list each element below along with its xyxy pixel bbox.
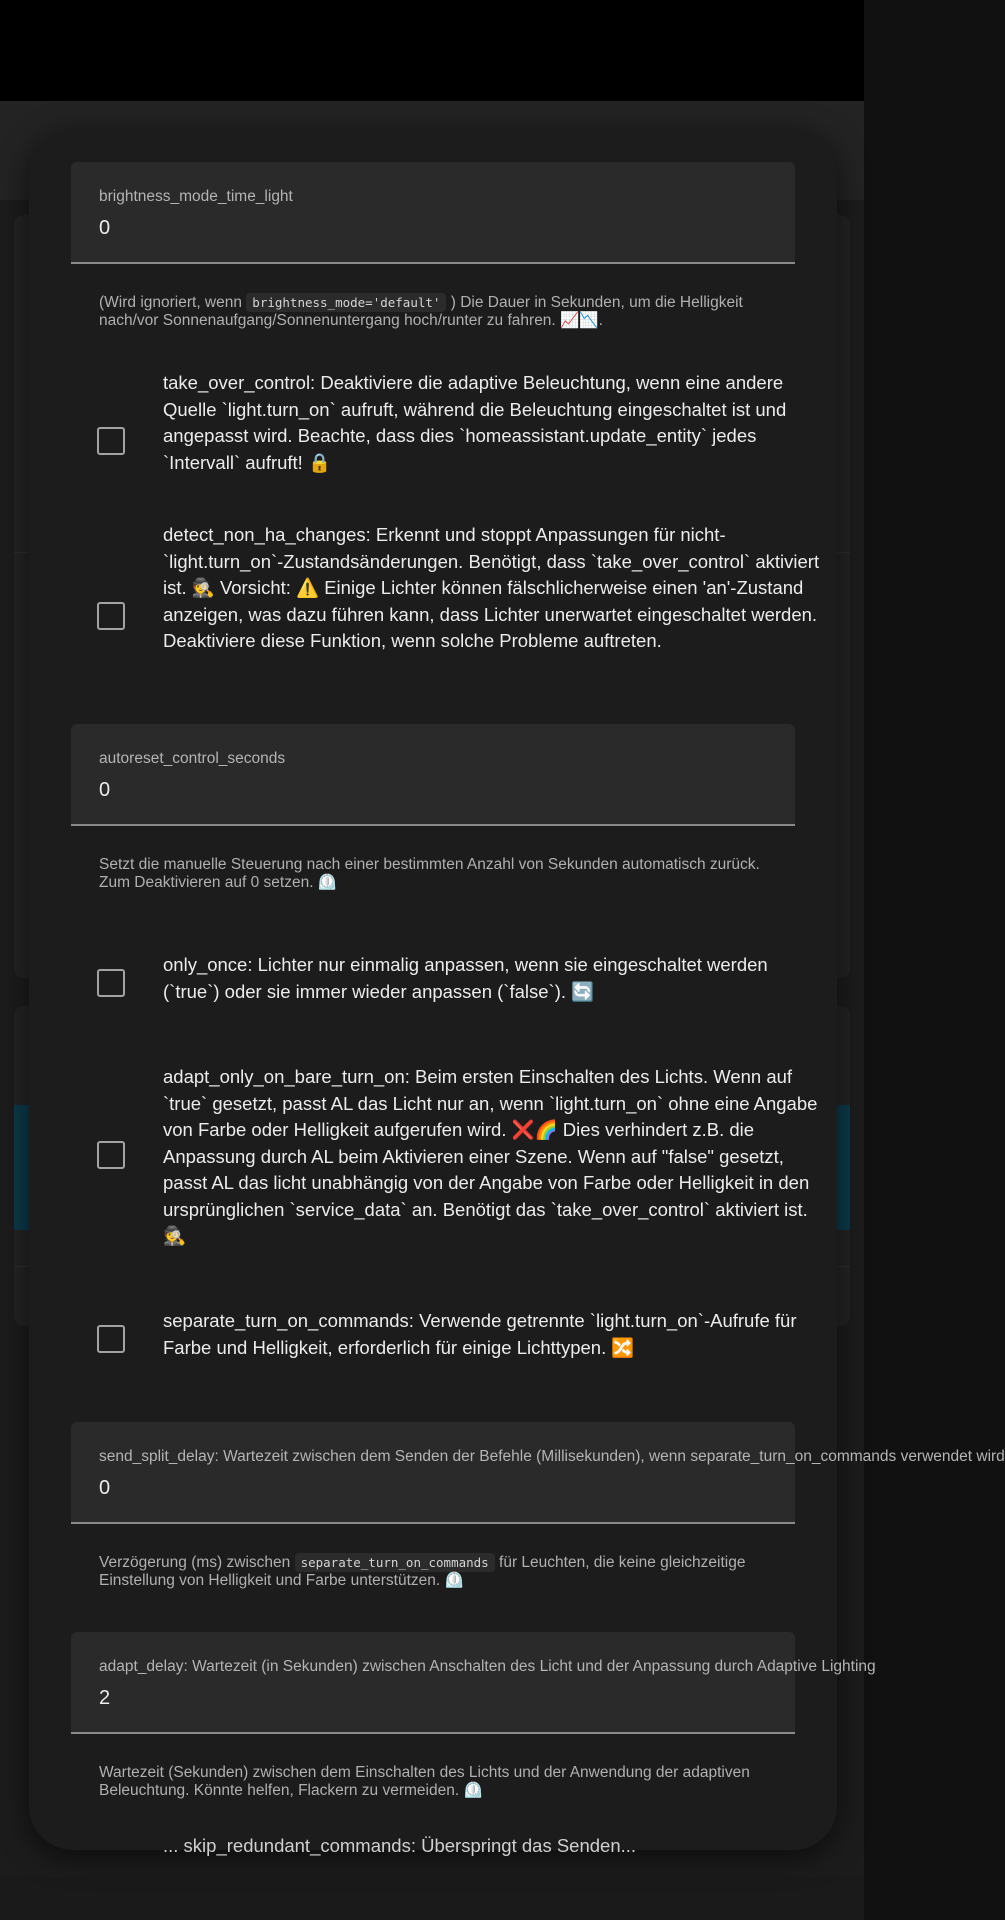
helper-text: für Leuchten, die keine gleichzeitige Einstellung von Helligkeit und Farbe unterstützen. ⏲️ xyxy=(99,1554,746,1589)
field-value[interactable]: 0 xyxy=(99,217,111,239)
field-value[interactable]: 2 xyxy=(99,1687,111,1709)
only-once-checkbox[interactable] xyxy=(97,969,125,997)
separate-turn-on-commands-checkbox[interactable] xyxy=(97,1325,125,1353)
field-label: adapt_delay: Wartezeit (in Sekunden) zwischen Anschalten des Licht und der Anpassung durch Adaptive Lighting xyxy=(99,1658,876,1675)
send-split-delay-field[interactable] xyxy=(71,1422,1005,1524)
brightness-mode-time-light-field[interactable] xyxy=(71,162,795,264)
next-option-partial: ... skip_redundant_commands: Überspringt das Senden... xyxy=(163,1835,637,1856)
field-value[interactable]: 0 xyxy=(99,1477,111,1499)
navigation-bar xyxy=(0,1877,864,1920)
helper-text: (Wird ignoriert, wenn xyxy=(99,294,247,311)
helper-code: separate_turn_on_commands xyxy=(295,1553,495,1572)
option-label: detect_non_ha_changes: Erkennt und stoppt Anpassungen für nicht-`light.turn_on`-Zustandsänderungen. Benötigt, dass `take_over_control` aktiviert ist. 🕵️ Vorsicht: ⚠️ Einige Lichter können fälschlicherweise einen 'an'-Zustand anzeigen, was dazu führen kann, dass Lichter unerwartet eingeschaltet werden. Deaktiviere diese Funktion, wenn solche Probleme auftreten. xyxy=(163,524,820,651)
field-value[interactable]: 0 xyxy=(99,779,111,801)
detect-non-ha-changes-checkbox[interactable] xyxy=(97,602,125,630)
field-label: send_split_delay: Wartezeit zwischen dem Senden der Befehle (Millisekunden), wenn separate_turn_on_commands verwendet wird xyxy=(99,1448,1005,1465)
adapt-only-on-bare-turn-on-checkbox[interactable] xyxy=(97,1141,125,1169)
adapt-delay-helper: Wartezeit (Sekunden) zwischen dem Einschalten des Lichts und der Anwendung der adaptiven Beleuchtung. Könnte helfen, Flackern zu vermeiden. ⏲️ xyxy=(99,1764,750,1799)
option-label: adapt_only_on_bare_turn_on: Beim ersten Einschalten des Lichts. Wenn auf `true` gesetzt, passt AL das Licht nur an, wenn `light.turn_on` ohne eine Angabe von Farbe oder Helligkeit aufgerufen wird. ❌🌈 Dies verhindert z.B. die Anpassung durch AL beim Aktivieren einer Szene. Wenn auf "false" gesetzt, passt AL das licht unabhängig von der Angabe von Farbe oder Helligkeit in den ursprünglichen `service_data` an. Benötigt das `take_over_control` aktiviert ist. 🕵️ xyxy=(163,1066,818,1246)
option-label: only_once: Lichter nur einmalig anpassen, wenn sie eingeschaltet werden (`true`) oder sie immer wieder anpassen (`false`). 🔄 xyxy=(163,954,768,1002)
options-dialog xyxy=(29,130,1005,1856)
adapt-delay-field[interactable] xyxy=(71,1632,876,1734)
option-label: separate_turn_on_commands: Verwende getrennte `light.turn_on`-Aufrufe für Farbe und Helligkeit, erforderlich für einige Lichttypen. 🔀 xyxy=(163,1310,797,1358)
autoreset-control-seconds-field[interactable] xyxy=(71,724,795,826)
autoreset-control-seconds-helper: Setzt die manuelle Steuerung nach einer bestimmten Anzahl von Sekunden automatisch zurück. Zum Deaktivieren auf 0 setzen. ⏲️ xyxy=(99,856,760,891)
field-label: autoreset_control_seconds xyxy=(99,750,286,767)
field-label: brightness_mode_time_light xyxy=(99,188,293,205)
status-bar xyxy=(0,0,864,101)
send-split-delay-helper xyxy=(99,1554,779,1590)
brightness-mode-time-light-helper xyxy=(99,294,779,330)
helper-text: ) Die Dauer in Sekunden, um die Helligkeit nach/vor Sonnenaufgang/Sonnenuntergang hoch/runter zu fahren. 📈📉. xyxy=(99,294,743,329)
option-label: take_over_control: Deaktiviere die adaptive Beleuchtung, wenn eine andere Quelle `light.turn_on` aufruft, während die Beleuchtung eingeschaltet ist und angepasst wird. Beachte, dass dies `homeassistant.update_entity` jedes `Intervall` aufruft! 🔒 xyxy=(163,372,787,473)
take-over-control-checkbox[interactable] xyxy=(97,427,125,455)
helper-text: Verzögerung (ms) zwischen xyxy=(99,1554,295,1571)
helper-code: brightness_mode='default' xyxy=(246,293,446,312)
